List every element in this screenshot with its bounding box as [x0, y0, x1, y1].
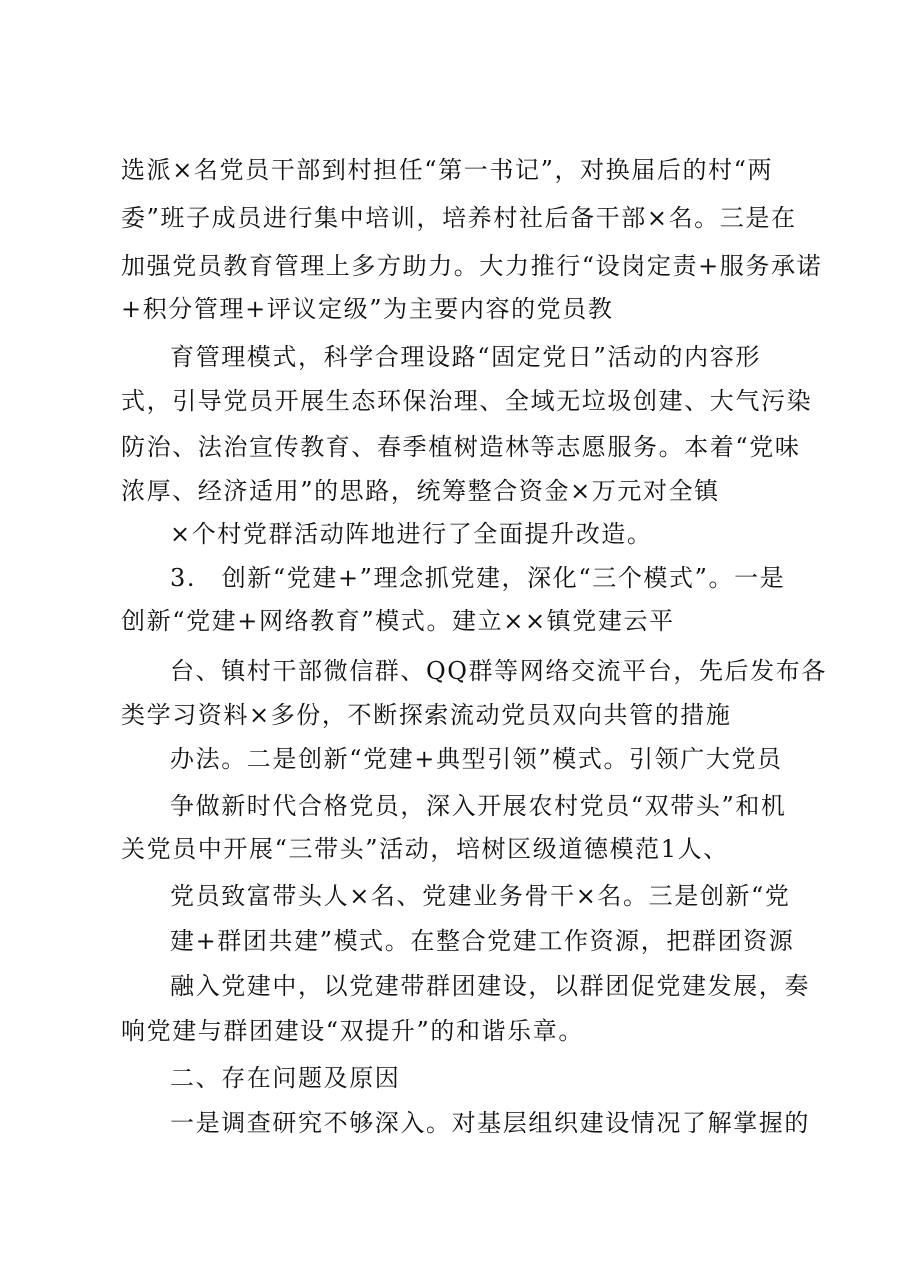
text-line: 式，引导党员开展生态环保治理、全域无垃圾创建、大气污染 [121, 387, 813, 415]
text-line: 委”班子成员进行集中培训，培养村社后备干部×名。三是在 [121, 204, 797, 232]
text-line: 办法。二是创新“党建+典型引领”模式。引领广大党员 [170, 745, 783, 773]
text-line: 创新“党建+网络教育”模式。建立××镇党建云平 [121, 607, 675, 635]
section-heading: 二、存在问题及原因 [170, 1064, 401, 1092]
text-line: 响党建与群团建设“双提升”的和谐乐章。 [121, 1017, 584, 1045]
text-line: 浓厚、经济适用”的思路，统筹整合资金×万元对全镇 [121, 477, 720, 505]
text-line: 类学习资料×多份，不断探索流动党员双向共管的措施 [121, 701, 732, 729]
text-line: +积分管理+评议定级”为主要内容的党员教 [121, 295, 614, 323]
text-line: ×个村党群活动阵地进行了全面提升改造。 [170, 520, 653, 548]
text-line: 争做新时代合格党员，深入开展农村党员“双带头”和机 [170, 792, 787, 820]
text-line: 一是调查研究不够深入。对基层组织建设情况了解掌握的 [170, 1109, 810, 1137]
text-line: 关党员中开展“三带头”活动，培树区级道德模范1人、 [121, 835, 729, 863]
text-line: 融入党建中，以党建带群团建设，以群团促党建发展，奏 [170, 972, 810, 1000]
text-line: 建+群团共建”模式。在整合党建工作资源，把群团资源 [170, 927, 795, 955]
text-line: 防治、法治宣传教育、春季植树造林等志愿服务。本着“党味 [121, 433, 801, 461]
text-line: 台、镇村干部微信群、QQ群等网络交流平台，先后发布各 [170, 657, 827, 685]
text-line: 3. 创新“党建+”理念抓党建，深化“三个模式”。一是 [170, 564, 786, 592]
text-line: 选派×名党员干部到村担任“第一书记”，对换届后的村“两 [121, 156, 774, 184]
text-line: 育管理模式，科学合理设路“固定党日”活动的内容形 [170, 343, 761, 371]
text-line: 党员致富带头人×名、党建业务骨干×名。三是创新“党 [170, 882, 791, 910]
text-line: 加强党员教育管理上多方助力。大力推行“设岗定责+服务承诺 [121, 252, 823, 280]
